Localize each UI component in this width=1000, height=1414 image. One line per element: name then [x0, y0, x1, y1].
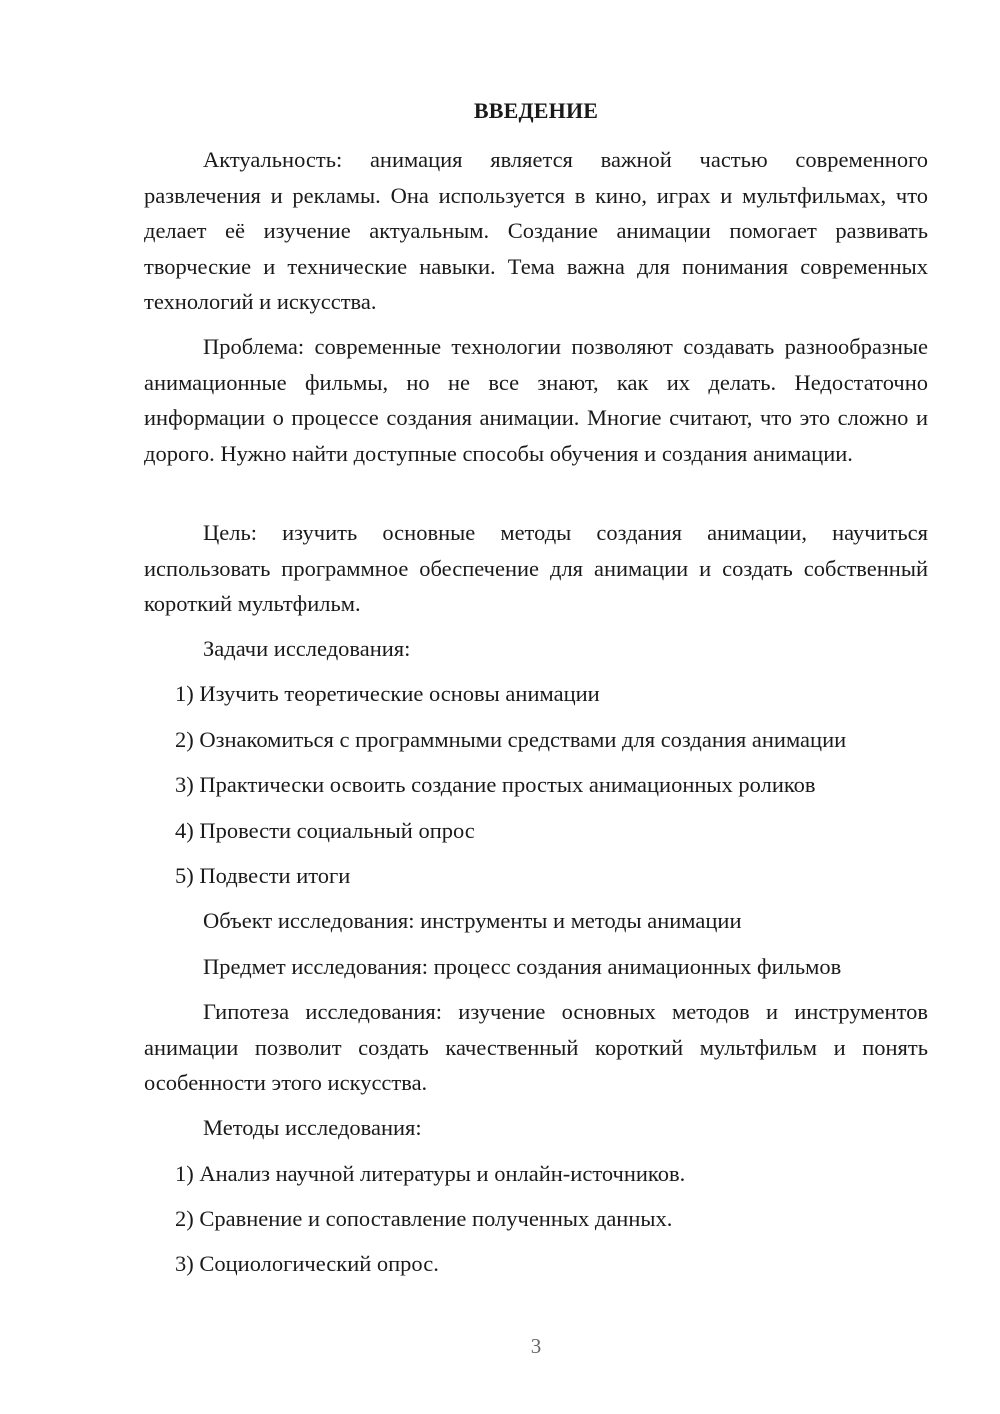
- document-page: [144, 0, 928, 1414]
- paragraph-relevance: Актуальность: анимация является важной частью современного развлечения и рекламы. Она используется в кино, играх и мультфильмах, что делает её изучение актуальным. Создание анимации помогает развивать творческие и технические навыки. Тема важна для понимания современных технологий и искусства.: [144, 147, 928, 314]
- paragraph-problem: Проблема: современные технологии позволяют создавать разнообразные анимационные фильмы, но не все знают, как их делать. Недостаточно информации о процессе создания анимации. Многие считают, что это сложно и дорого. Нужно найти доступные способы обучения и создания анимации.: [144, 334, 928, 466]
- methods-heading: Методы исследования:: [203, 1115, 422, 1140]
- page-title: ВВЕДЕНИЕ: [473, 98, 599, 123]
- tasks-heading: Задачи исследования:: [203, 636, 411, 661]
- task-item: 2) Ознакомиться с программными средствами для создания анимации: [175, 727, 847, 752]
- method-item: 3) Социологический опрос.: [175, 1251, 439, 1276]
- page-number: 3: [530, 1334, 542, 1358]
- task-item: 1) Изучить теоретические основы анимации: [175, 681, 600, 706]
- task-item: 5) Подвести итоги: [175, 863, 351, 888]
- paragraph-hypothesis: Гипотеза исследования: изучение основных методов и инструментов анимации позволит создать качественный короткий мультфильм и понять особенности этого искусства.: [144, 999, 928, 1095]
- research-subject: Предмет исследования: процесс создания анимационных фильмов: [203, 954, 842, 979]
- research-object: Объект исследования: инструменты и методы анимации: [203, 908, 742, 933]
- method-item: 2) Сравнение и сопоставление полученных данных.: [175, 1206, 673, 1231]
- method-item: 1) Анализ научной литературы и онлайн-источников.: [175, 1161, 686, 1186]
- paragraph-goal: Цель: изучить основные методы создания анимации, научиться использовать программное обеспечение для анимации и создать собственный короткий мультфильм.: [144, 520, 928, 616]
- task-item: 3) Практически освоить создание простых анимационных роликов: [175, 772, 816, 797]
- task-item: 4) Провести социальный опрос: [175, 818, 475, 843]
